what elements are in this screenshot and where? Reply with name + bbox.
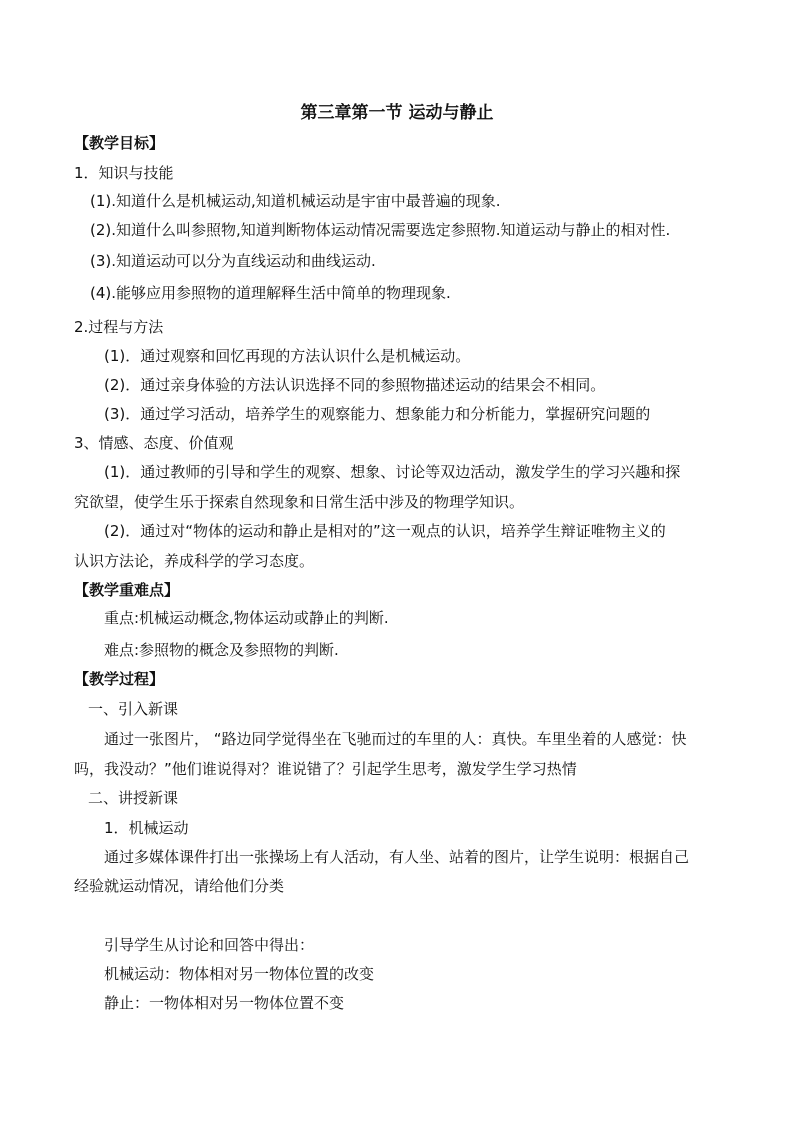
goals-knowledge-item: (1).知道什么是机械运动,知道机械运动是宇宙中最普遍的现象. xyxy=(90,192,501,210)
process-guide-text: 引导学生从讨论和回答中得出： xyxy=(104,936,315,954)
section-heading-process: 【教学过程】 xyxy=(74,670,165,688)
goals-emotion-item-line: 究欲望，使学生乐于探索自然现象和日常生活中涉及的物理学知识。 xyxy=(74,493,525,511)
goals-emotion-item-line: (1)．通过教师的引导和学生的观察、想象、讨论等双边活动，激发学生的学习兴趣和探 xyxy=(104,463,681,481)
goals-process-item: (3)．通过学习活动，培养学生的观察能力、想象能力和分析能力，掌握研究问题的 xyxy=(104,405,651,423)
goals-knowledge-label: 1．知识与技能 xyxy=(74,164,174,182)
definition-rest: 静止：一物体相对另一物体位置不变 xyxy=(104,994,345,1012)
process-paragraph-line: 通过一张图片， “路边同学觉得坐在飞驰而过的车里的人：真快。车里坐着的人感觉：快 xyxy=(104,730,687,748)
process-paragraph-line: 经验就运动情况，请给他们分类 xyxy=(74,877,285,895)
process-paragraph-line: 通过多媒体课件打出一张操场上有人活动，有人坐、站着的图片，让学生说明：根据自己 xyxy=(104,848,690,866)
goals-process-label: 2.过程与方法 xyxy=(74,318,164,336)
process-part-label: 二、讲授新课 xyxy=(88,789,179,807)
document-title: 第三章第一节 运动与静止 xyxy=(300,103,494,123)
process-paragraph-line: 吗，我没动？”他们谁说得对？谁说错了？引起学生思考，激发学生学习热情 xyxy=(74,760,577,778)
section-heading-goals: 【教学目标】 xyxy=(74,134,165,152)
goals-knowledge-item: (3).知道运动可以分为直线运动和曲线运动. xyxy=(90,252,376,270)
goals-knowledge-item: (2).知道什么叫参照物,知道判断物体运动情况需要选定参照物.知道运动与静止的相对性. xyxy=(90,221,671,239)
difficult-point: 难点:参照物的概念及参照物的判断. xyxy=(104,641,339,659)
goals-knowledge-item: (4).能够应用参照物的道理解释生活中简单的物理现象. xyxy=(90,284,451,302)
process-part-label: 一、引入新课 xyxy=(88,700,179,718)
section-heading-key-points: 【教学重难点】 xyxy=(74,581,180,599)
goals-emotion-label: 3、情感、态度、价值观 xyxy=(74,434,234,452)
goals-emotion-item-line: (2)．通过对“物体的运动和静止是相对的”这一观点的认识，培养学生辩证唯物主义的 xyxy=(104,522,666,540)
key-point: 重点:机械运动概念,物体运动或静止的判断. xyxy=(104,609,389,627)
process-subsection-label: 1．机械运动 xyxy=(104,819,189,837)
goals-process-item: (2)．通过亲身体验的方法认识选择不同的参照物描述运动的结果会不相同。 xyxy=(104,376,606,394)
goals-process-item: (1)．通过观察和回忆再现的方法认识什么是机械运动。 xyxy=(104,347,471,365)
goals-emotion-item-line: 认识方法论，养成科学的学习态度。 xyxy=(74,552,315,570)
definition-mechanical-motion: 机械运动：物体相对另一物体位置的改变 xyxy=(104,965,375,983)
